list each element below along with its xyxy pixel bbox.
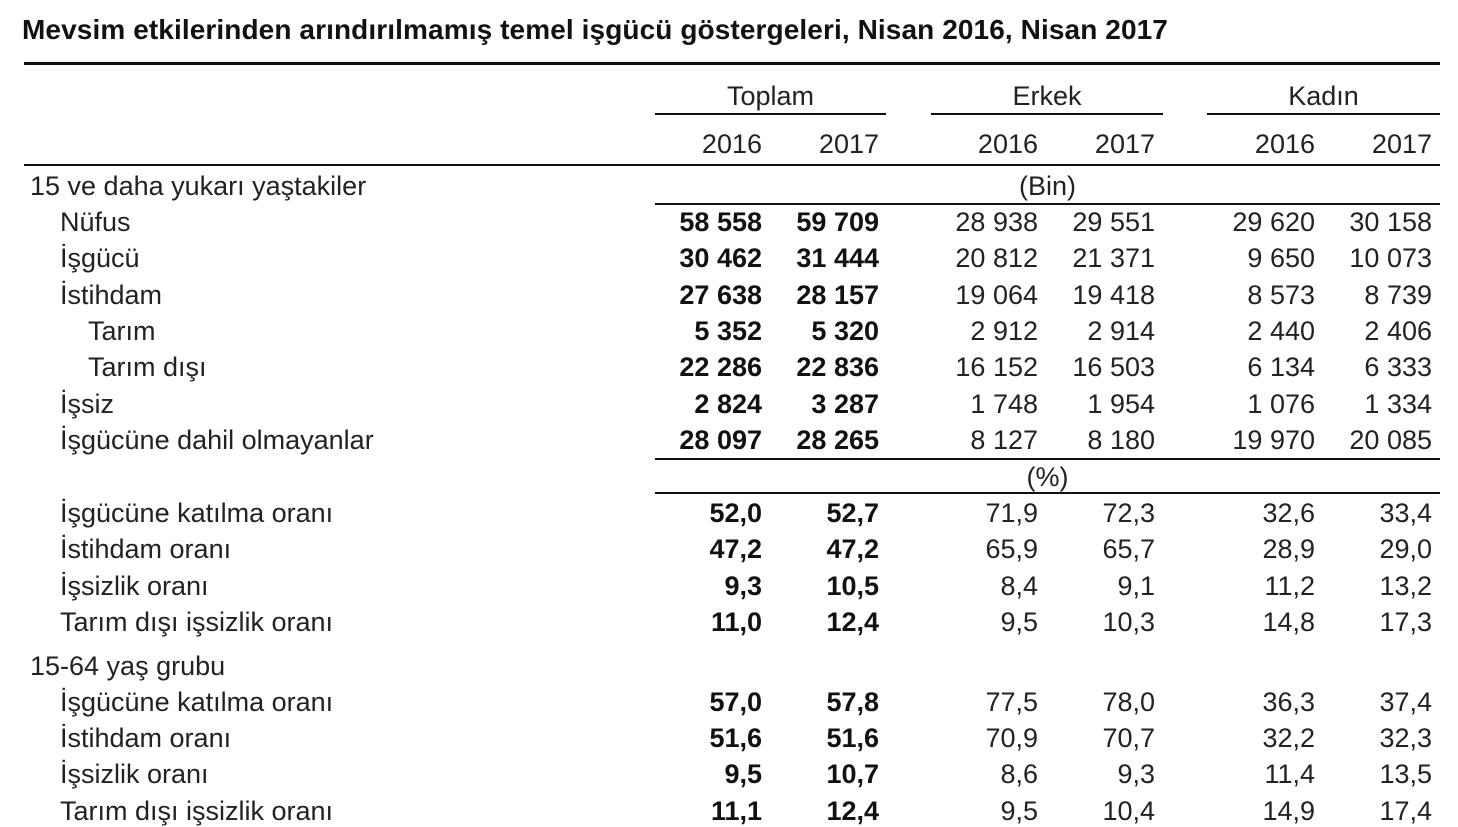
year-header: 2017 — [818, 129, 879, 159]
row-label: İşgücüne katılma oranı — [60, 498, 334, 528]
table-cell: 16 503 — [1072, 352, 1155, 382]
table-cell: 16 152 — [955, 352, 1038, 382]
table-cell: 9 650 — [1247, 243, 1315, 273]
section-label: 15-64 yaş grubu — [30, 651, 226, 681]
table-cell: 8,6 — [1000, 759, 1038, 789]
table-cell: 30 462 — [679, 243, 762, 273]
table-cell: 33,4 — [1379, 498, 1432, 528]
table-cell: 31 444 — [796, 243, 879, 273]
table-cell: 6 333 — [1364, 352, 1432, 382]
table-cell: 70,7 — [1102, 723, 1155, 753]
table-cell: 2 914 — [1087, 316, 1155, 346]
table-cell: 11,4 — [1264, 759, 1315, 789]
year-header: 2017 — [1094, 129, 1155, 159]
table-cell: 59 709 — [796, 207, 879, 237]
column-group-header: Toplam — [726, 81, 815, 111]
table-cell: 12,4 — [826, 796, 879, 826]
table-cell: 5 352 — [694, 316, 762, 346]
table-cell: 19 970 — [1232, 425, 1315, 455]
table-cell: 77,5 — [985, 687, 1038, 717]
row-label: İşgücü — [60, 243, 140, 273]
table-cell: 10,3 — [1102, 607, 1155, 637]
year-header: 2016 — [1254, 129, 1315, 159]
table-cell: 37,4 — [1379, 687, 1432, 717]
table-cell: 72,3 — [1102, 498, 1155, 528]
table-cell: 9,1 — [1117, 571, 1155, 601]
table-cell: 32,3 — [1379, 723, 1432, 753]
table-cell: 2 824 — [694, 389, 762, 419]
table-cell: 47,2 — [826, 534, 879, 564]
table-cell: 10,7 — [826, 759, 879, 789]
table-cell: 11,2 — [1264, 571, 1315, 601]
table-cell: 28 157 — [796, 280, 879, 310]
table-cell: 32,2 — [1262, 723, 1315, 753]
table-cell: 2 440 — [1247, 316, 1315, 346]
table-cell: 28 938 — [955, 207, 1038, 237]
table-cell: 51,6 — [709, 723, 762, 753]
group-underline — [1207, 113, 1440, 115]
table-cell: 11,0 — [710, 607, 762, 637]
table-cell: 12,4 — [826, 607, 879, 637]
table-cell: 5 320 — [811, 316, 879, 346]
table-cell: 14,8 — [1262, 607, 1315, 637]
table-cell: 10 073 — [1349, 243, 1432, 273]
unit-bin-rule — [655, 203, 1440, 205]
column-group-header: Erkek — [1012, 81, 1082, 111]
table-cell: 20 085 — [1349, 425, 1432, 455]
table-cell: 29 551 — [1072, 207, 1155, 237]
table-cell: 13,2 — [1379, 571, 1432, 601]
row-label: Tarım dışı işsizlik oranı — [60, 796, 334, 826]
table-cell: 70,9 — [985, 723, 1038, 753]
table-cell: 2 406 — [1364, 316, 1432, 346]
table-cell: 28 265 — [796, 425, 879, 455]
year-header: 2016 — [701, 129, 762, 159]
table-cell: 8,4 — [1000, 571, 1038, 601]
table-cell: 17,3 — [1379, 607, 1432, 637]
table-cell: 9,5 — [724, 759, 762, 789]
table-cell: 65,9 — [985, 534, 1038, 564]
table-cell: 2 912 — [970, 316, 1038, 346]
table-cell: 78,0 — [1102, 687, 1155, 717]
row-label: İşgücüne katılma oranı — [60, 687, 334, 717]
table-cell: 52,7 — [826, 498, 879, 528]
row-label: Nüfus — [60, 207, 131, 237]
group-underline — [655, 113, 886, 115]
row-label: Tarım dışı — [88, 352, 207, 382]
year-header: 2017 — [1371, 129, 1432, 159]
table-cell: 8 739 — [1364, 280, 1432, 310]
table-cell: 57,0 — [709, 687, 762, 717]
table-cell: 52,0 — [709, 498, 762, 528]
table-cell: 22 286 — [679, 352, 762, 382]
table-cell: 29,0 — [1379, 534, 1432, 564]
table-cell: 28,9 — [1262, 534, 1315, 564]
table-cell: 1 748 — [970, 389, 1038, 419]
row-label: Tarım dışı işsizlik oranı — [60, 607, 334, 637]
table-cell: 30 158 — [1349, 207, 1432, 237]
table-cell: 13,5 — [1379, 759, 1432, 789]
table-cell: 22 836 — [796, 352, 879, 382]
unit-label: (%) — [1026, 462, 1069, 492]
table-cell: 36,3 — [1262, 687, 1315, 717]
table-cell: 19 064 — [955, 280, 1038, 310]
table-cell: 58 558 — [679, 207, 762, 237]
table-cell: 10,5 — [826, 571, 879, 601]
table-cell: 20 812 — [955, 243, 1038, 273]
row-label: İstihdam — [60, 280, 163, 310]
table-cell: 28 097 — [679, 425, 762, 455]
row-label: İşsizlik oranı — [60, 571, 209, 601]
table-cell: 11,1 — [710, 796, 762, 826]
page-title: Mevsim etkilerinden arındırılmamış temel işgücü göstergeleri, Nisan 2016, Nisan 2017 — [22, 14, 1168, 45]
table-cell: 1 076 — [1247, 389, 1315, 419]
row-label: İşgücüne dahil olmayanlar — [60, 425, 374, 455]
table-cell: 19 418 — [1072, 280, 1155, 310]
row-label: İstihdam oranı — [60, 723, 232, 753]
table-cell: 1 954 — [1087, 389, 1155, 419]
table-cell: 8 127 — [970, 425, 1038, 455]
row-label: İşsizlik oranı — [60, 759, 209, 789]
table-cell: 10,4 — [1102, 796, 1155, 826]
row-label: Tarım — [88, 316, 156, 346]
title-rule — [24, 62, 1440, 65]
table-cell: 8 180 — [1087, 425, 1155, 455]
section-label: 15 ve daha yukarı yaştakiler — [30, 171, 367, 201]
table-cell: 51,6 — [826, 723, 879, 753]
table-cell: 71,9 — [985, 498, 1038, 528]
table-cell: 47,2 — [709, 534, 762, 564]
table-cell: 9,5 — [1000, 607, 1038, 637]
column-group-header: Kadın — [1288, 81, 1359, 111]
table-cell: 9,3 — [1117, 759, 1155, 789]
header-bottom-rule — [24, 164, 1440, 166]
table-cell: 1 334 — [1364, 389, 1432, 419]
table-cell: 3 287 — [811, 389, 879, 419]
year-header: 2016 — [977, 129, 1038, 159]
table-cell: 17,4 — [1379, 796, 1432, 826]
unit-pct-top-rule — [655, 458, 1440, 460]
unit-label: (Bin) — [1018, 171, 1076, 201]
table-cell: 9,3 — [724, 571, 762, 601]
row-label: İşsiz — [60, 389, 114, 419]
table-cell: 57,8 — [826, 687, 879, 717]
table-cell: 32,6 — [1262, 498, 1315, 528]
table-cell: 8 573 — [1247, 280, 1315, 310]
group-underline — [931, 113, 1163, 115]
table-cell: 21 371 — [1072, 243, 1155, 273]
table-cell: 27 638 — [679, 280, 762, 310]
table-cell: 6 134 — [1247, 352, 1315, 382]
table-cell: 65,7 — [1102, 534, 1155, 564]
table-cell: 29 620 — [1232, 207, 1315, 237]
table-cell: 9,5 — [1000, 796, 1038, 826]
row-label: İstihdam oranı — [60, 534, 232, 564]
table-cell: 14,9 — [1262, 796, 1315, 826]
